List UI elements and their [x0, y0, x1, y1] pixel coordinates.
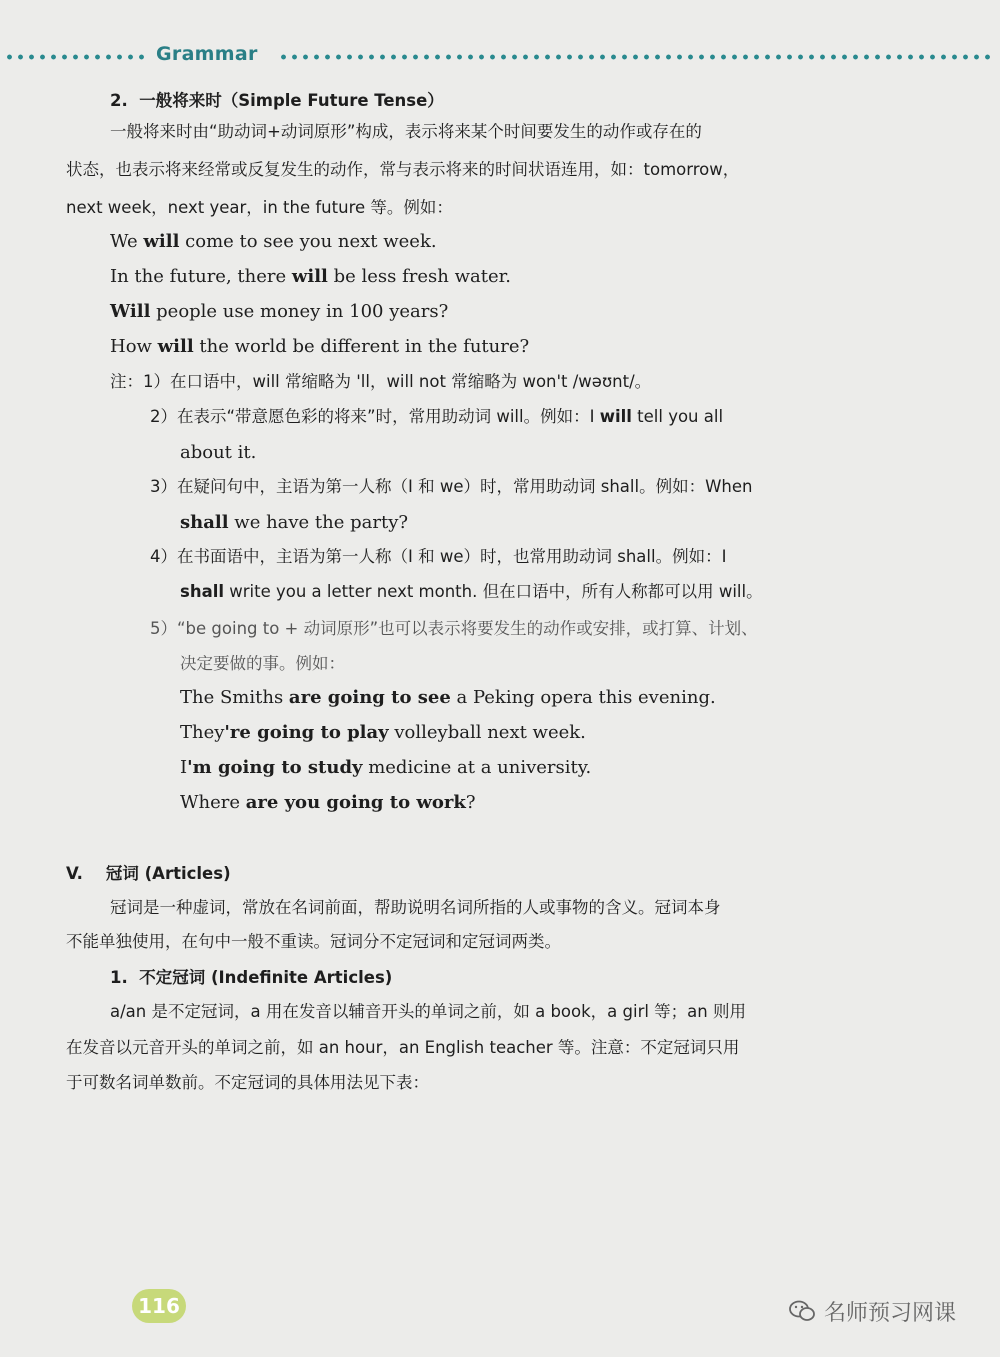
text-line: We will come to see you next week.	[110, 231, 437, 252]
text-line: next week，next year，in the future 等。例如：	[66, 198, 453, 217]
text-line: Where are you going to work?	[180, 792, 476, 813]
text-line: They're going to play volleyball next week.	[180, 722, 586, 743]
text-line: 2）在表示“带意愿色彩的将来”时，常用助动词 will。例如：I will tell you all	[150, 407, 724, 426]
text-line: V. 冠词 (Articles)	[66, 864, 231, 883]
text-line: Will people use money in 100 years?	[110, 301, 449, 322]
watermark	[788, 1294, 956, 1328]
text-line: 状态，也表示将来经常或反复发生的动作，常与表示将来的时间状语连用，如：tomorrow，	[66, 160, 740, 179]
text-line: 于可数名词单数前。不定冠词的具体用法见下表：	[66, 1073, 429, 1092]
text-line: 1. 不定冠词 (Indefinite Articles)	[110, 968, 393, 987]
page-number: 116	[132, 1289, 186, 1323]
text-line: The Smiths are going to see a Peking opera this evening.	[180, 687, 716, 708]
text-line: How will the world be different in the future?	[110, 336, 530, 357]
text-line: 2. 一般将来时（Simple Future Tense）	[110, 91, 444, 110]
text-line: I'm going to study medicine at a university.	[180, 757, 592, 778]
header-dots-right	[278, 54, 996, 60]
text-line: 注：1）在口语中，will 常缩略为 'll，will not 常缩略为 won't /wəʊnt/。	[110, 372, 652, 391]
text-line: 冠词是一种虚词，常放在名词前面，帮助说明名词所指的人或事物的含义。冠词本身	[110, 898, 721, 917]
text-line: a/an 是不定冠词，a 用在发音以辅音开头的单词之前，如 a book，a girl 等；an 则用	[110, 1002, 746, 1021]
text-line: shall we have the party?	[180, 512, 409, 533]
text-line: In the future, there will be less fresh water.	[110, 266, 511, 287]
text-line: about it.	[180, 442, 257, 463]
watermark-text: 名师预习网课	[824, 1300, 957, 1326]
text-line: 3）在疑问句中，主语为第一人称（I 和 we）时，常用助动词 shall。例如：When	[150, 477, 753, 496]
header-title: Grammar	[156, 43, 258, 65]
text-line: 一般将来时由“助动词+动词原形”构成，表示将来某个时间要发生的动作或存在的	[110, 122, 702, 141]
header-dots-left	[4, 54, 144, 60]
wechat-icon	[788, 1299, 816, 1323]
text-line: 决定要做的事。例如：	[180, 654, 345, 673]
text-line: 不能单独使用，在句中一般不重读。冠词分不定冠词和定冠词两类。	[66, 932, 561, 951]
text-line: shall write you a letter next month. 但在口语中，所有人称都可以用 will。	[180, 582, 763, 601]
text-line: 在发音以元音开头的单词之前，如 an hour，an English teacher 等。注意：不定冠词只用	[66, 1038, 740, 1057]
text-line: 5）“be going to + 动词原形”也可以表示将要发生的动作或安排，或打算、计划、	[150, 619, 758, 638]
text-line: 4）在书面语中，主语为第一人称（I 和 we）时，也常用助动词 shall。例如：I	[150, 547, 727, 566]
page-header	[0, 40, 1000, 70]
